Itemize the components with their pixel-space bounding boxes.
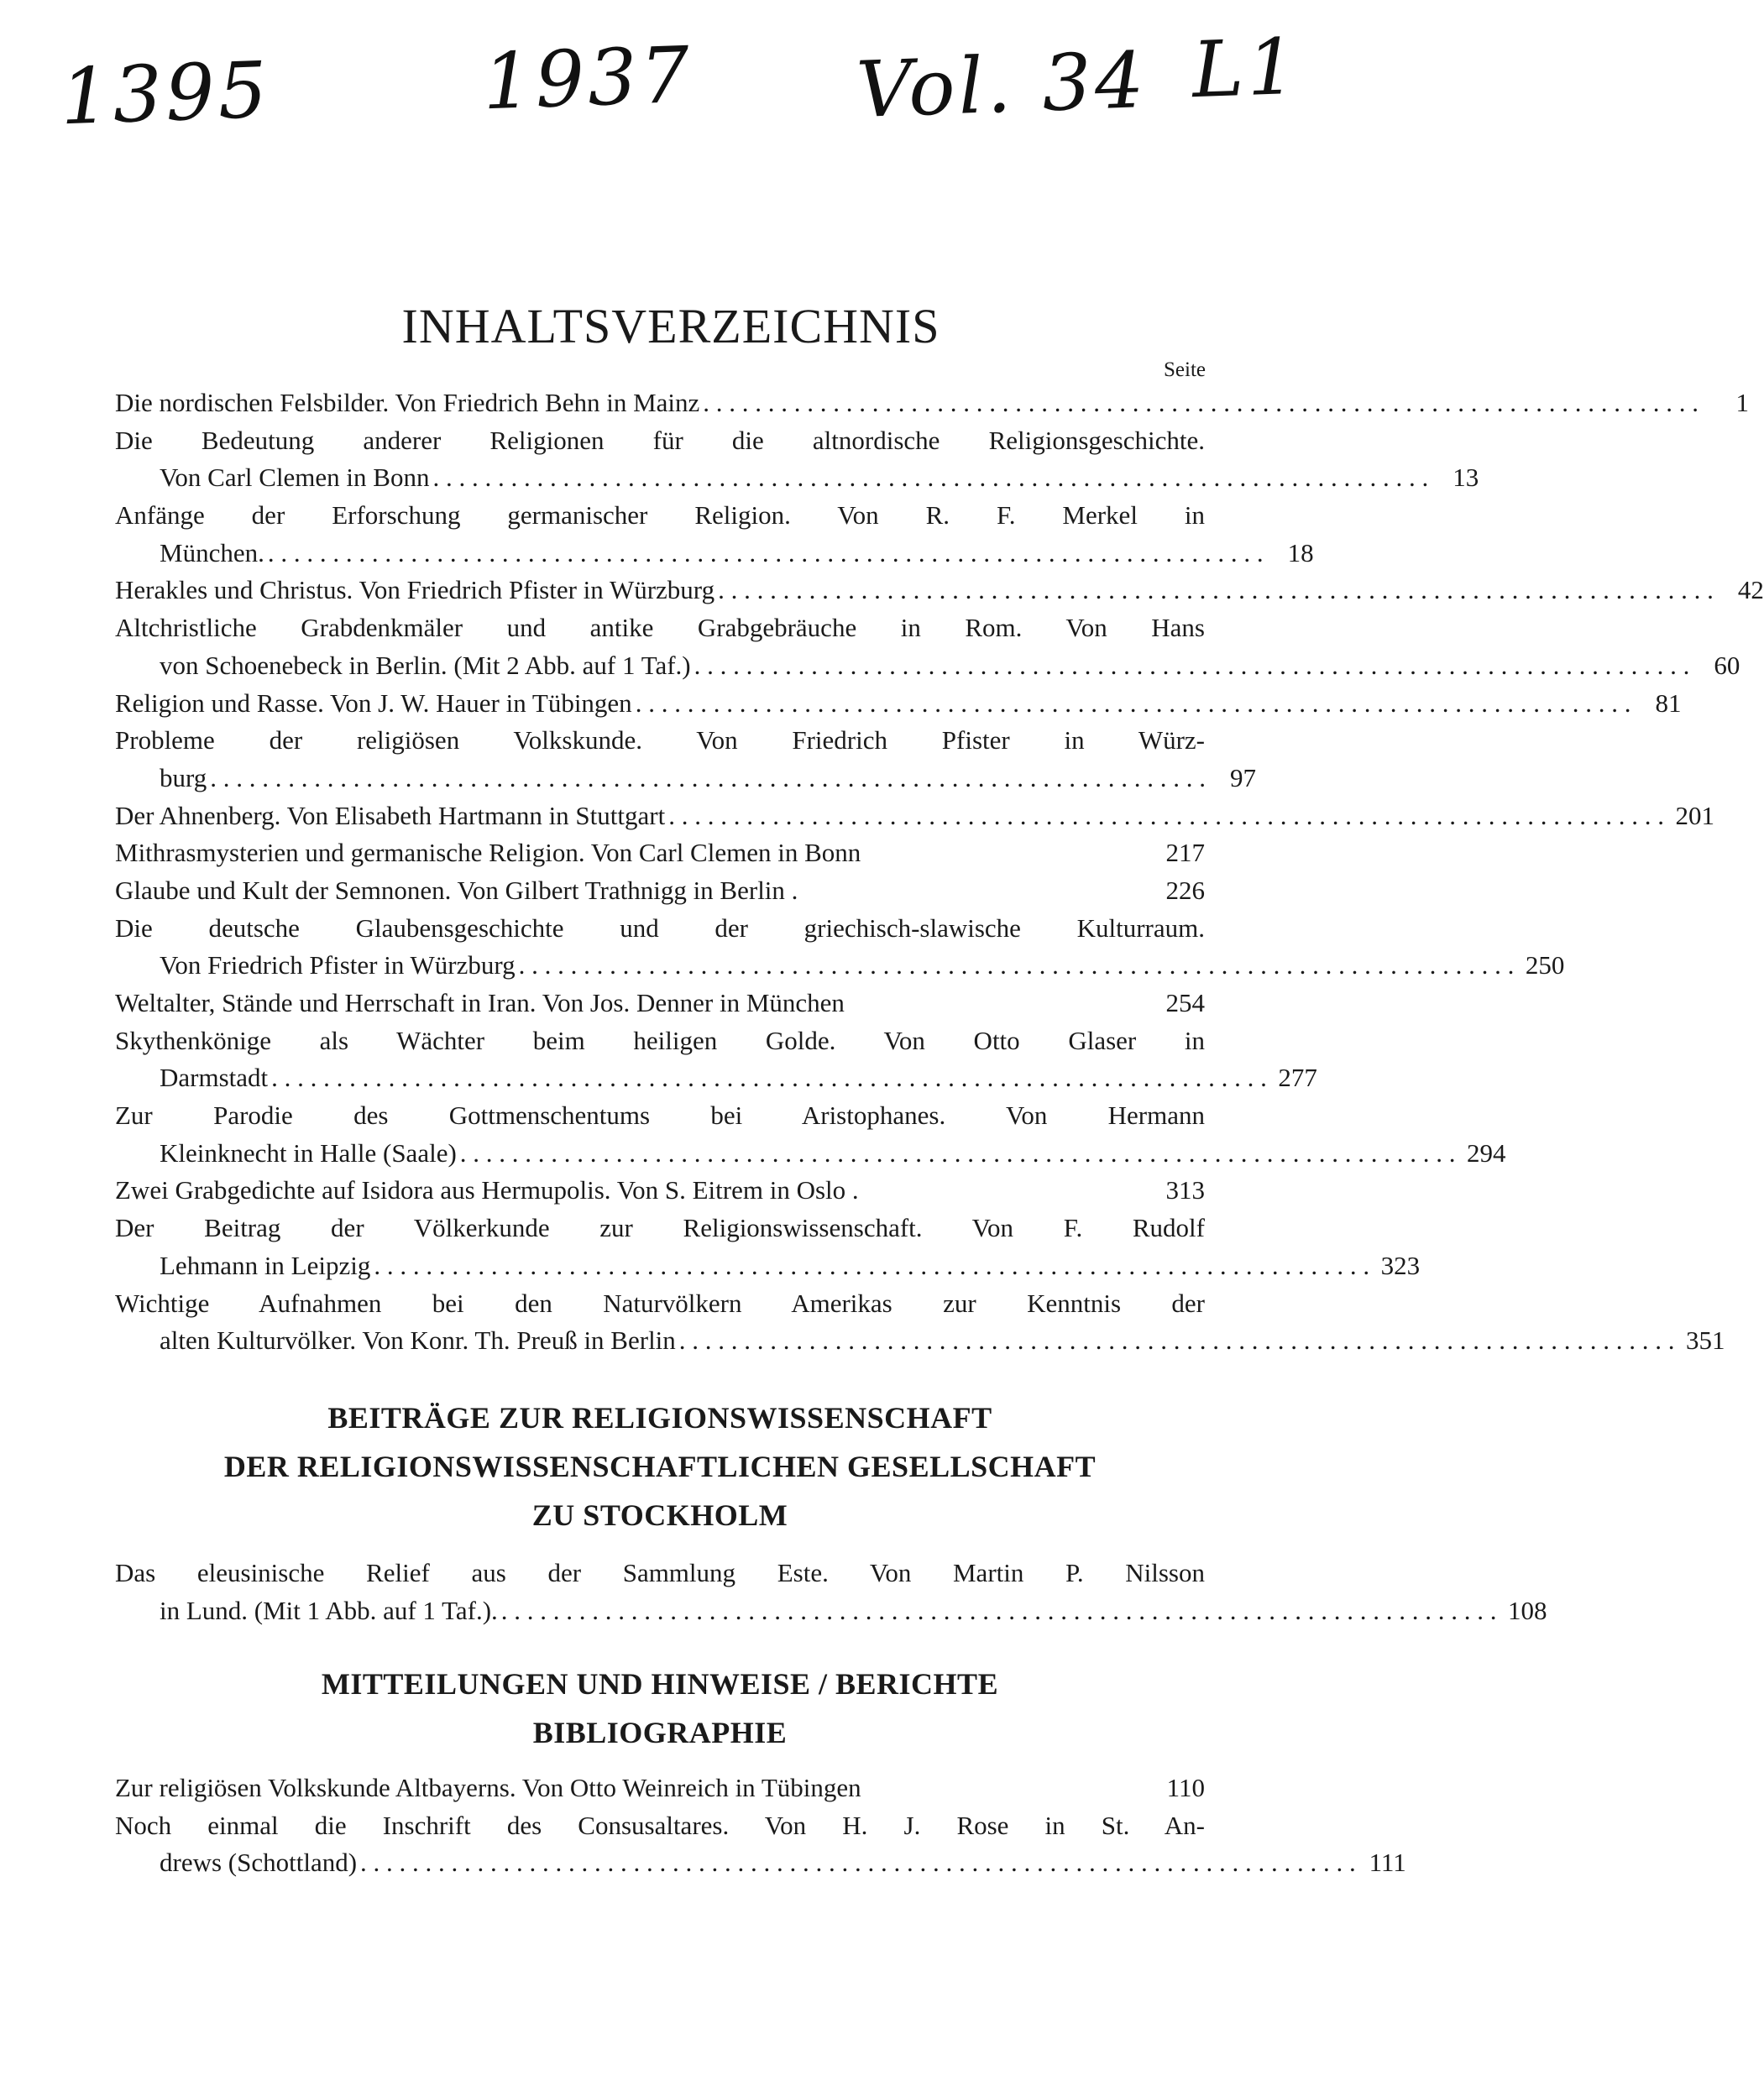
section-heading-line: MITTEILUNGEN UND HINWEISE / BERICHTE bbox=[321, 1667, 999, 1701]
page-number: 60 bbox=[1714, 650, 1740, 680]
page-number: 13 bbox=[1453, 463, 1479, 493]
leader-dots bbox=[676, 1322, 1678, 1360]
leader-dots bbox=[714, 572, 1717, 609]
entry-title: Altchristliche Grabdenkmäler und antike Grabgebräuche in Rom. Von Hans bbox=[115, 613, 1205, 643]
toc-entry bbox=[115, 1097, 1506, 1172]
page-number: 1 bbox=[1735, 388, 1750, 417]
leader-dots bbox=[370, 1247, 1373, 1285]
page-title: INHALTSVERZEICHNIS bbox=[401, 299, 940, 353]
page-number: 351 bbox=[1686, 1325, 1725, 1356]
entry-title-continued: Lehmann in Leipzig bbox=[160, 1250, 371, 1280]
entry-title-continued: von Schoenebeck in Berlin. (Mit 2 Abb. auf 1 Taf.) bbox=[160, 650, 691, 680]
toc-entry bbox=[115, 1770, 1205, 1807]
leader-dots bbox=[516, 947, 1518, 985]
leader-dots bbox=[207, 760, 1209, 797]
section-heading-line: BIBLIOGRAPHIE bbox=[532, 1716, 788, 1749]
handwritten-number-1395: 1395 bbox=[59, 44, 272, 143]
toc-entry bbox=[115, 422, 1479, 497]
entry-title-continued: alten Kulturvölker. Von Konr. Th. Preuß in Berlin bbox=[160, 1325, 676, 1356]
section-entries-mitteilungen bbox=[115, 1770, 1406, 1882]
toc-entry bbox=[115, 685, 1682, 723]
leader-dots bbox=[691, 647, 1693, 685]
section-heading-beitraege bbox=[115, 1393, 1205, 1540]
entry-title: Der Ahnenberg. Von Elisabeth Hartmann in Stuttgart bbox=[115, 800, 666, 830]
entry-title-continued: Von Friedrich Pfister in Würzburg bbox=[160, 950, 516, 980]
toc-entry bbox=[115, 910, 1565, 985]
section-heading-line: BEITRÄGE ZUR RELIGIONSWISSENSCHAFT bbox=[327, 1401, 992, 1435]
toc-entry bbox=[115, 1172, 1205, 1210]
section-heading-line: DER RELIGIONSWISSENSCHAFTLICHEN GESELLSCHAFT bbox=[223, 1450, 1097, 1483]
leader-dots bbox=[498, 1592, 1500, 1630]
page-number: 81 bbox=[1655, 687, 1682, 718]
toc-entry bbox=[115, 1285, 1725, 1360]
toc-entry bbox=[115, 797, 1714, 835]
entry-title: Probleme der religiösen Volkskunde. Von Friedrich Pfister in Würz- bbox=[115, 725, 1205, 755]
page-number: 323 bbox=[1380, 1250, 1421, 1280]
toc-entry bbox=[115, 384, 1750, 422]
entry-title-continued: burg bbox=[160, 762, 207, 792]
toc-entry bbox=[115, 834, 1205, 872]
toc-entry bbox=[115, 1210, 1421, 1284]
entry-title: Wichtige Aufnahmen bei den Naturvölkern Amerikas zur Kenntnis der bbox=[115, 1288, 1205, 1318]
page-number: 294 bbox=[1467, 1137, 1506, 1168]
entry-title: Skythenkönige als Wächter beim heiligen Golde. Von Otto Glaser in bbox=[115, 1025, 1205, 1055]
toc-entry bbox=[115, 1807, 1406, 1882]
leader-dots bbox=[268, 1059, 1270, 1097]
section-heading-mitteilungen bbox=[115, 1660, 1205, 1757]
page-number: 226 bbox=[1165, 875, 1205, 905]
page-number: 313 bbox=[1165, 1175, 1205, 1205]
entry-title: Mithrasmysterien und germanische Religion. Von Carl Clemen in Bonn bbox=[115, 838, 861, 868]
page-number: 277 bbox=[1278, 1063, 1317, 1093]
page-number: 201 bbox=[1675, 800, 1714, 830]
toc-entry bbox=[115, 985, 1205, 1022]
toc-entry bbox=[115, 572, 1764, 609]
page-number: 110 bbox=[1166, 1773, 1205, 1802]
entry-title: Weltalter, Stände und Herrschaft in Iran. Von Jos. Denner in München bbox=[115, 988, 845, 1017]
toc-entry bbox=[115, 1022, 1317, 1097]
page-number: 42 bbox=[1737, 575, 1764, 605]
entry-title-continued: drews (Schottland) bbox=[160, 1848, 358, 1878]
page-number: 97 bbox=[1230, 762, 1257, 792]
entry-title: Der Beitrag der Völkerkunde zur Religionswissenschaft. Von F. Rudolf bbox=[115, 1213, 1205, 1243]
entry-title-continued: Kleinknecht in Halle (Saale) bbox=[160, 1137, 457, 1168]
section-heading-line: ZU STOCKHOLM bbox=[531, 1498, 788, 1532]
leader-dots bbox=[357, 1844, 1359, 1882]
entry-title-continued: in Lund. (Mit 1 Abb. auf 1 Taf.). bbox=[160, 1595, 498, 1625]
entry-title-continued: München. bbox=[160, 537, 264, 567]
leader-dots bbox=[699, 384, 1702, 422]
handwritten-year-1937: 1937 bbox=[481, 29, 694, 128]
page-number: 254 bbox=[1165, 988, 1205, 1017]
entry-title: Noch einmal die Inschrift des Consusaltares. Von H. J. Rose in St. An- bbox=[115, 1810, 1205, 1840]
leader-dots bbox=[632, 685, 1635, 723]
leader-dots bbox=[665, 797, 1667, 835]
entry-title: Zur religiösen Volkskunde Altbayerns. Von Otto Weinreich in Tübingen bbox=[115, 1773, 861, 1802]
entry-title: Die Bedeutung anderer Religionen für die altnordische Religionsgeschichte. bbox=[115, 425, 1205, 455]
leader-dots bbox=[457, 1135, 1459, 1173]
entry-title: Glaube und Kult der Semnonen. Von Gilbert Trathnigg in Berlin . bbox=[115, 875, 798, 905]
entry-title: Die nordischen Felsbilder. Von Friedrich Behn in Mainz bbox=[115, 388, 700, 417]
toc-entry bbox=[115, 872, 1205, 910]
toc-entry bbox=[115, 609, 1740, 684]
handwritten-volume: Vol. 34 bbox=[855, 34, 1149, 136]
entry-title: Zwei Grabgedichte auf Isidora aus Hermupolis. Von S. Eitrem in Oslo . bbox=[115, 1175, 859, 1205]
page-number: 18 bbox=[1287, 537, 1314, 567]
page-number: 111 bbox=[1369, 1848, 1406, 1878]
table-of-contents bbox=[115, 384, 1764, 1360]
toc-entry bbox=[115, 1555, 1547, 1629]
leader-dots bbox=[429, 459, 1432, 497]
entry-title: Zur Parodie des Gottmenschentums bei Aristophanes. Von Hermann bbox=[115, 1101, 1205, 1131]
entry-title: Anfänge der Erforschung germanischer Religion. Von R. F. Merkel in bbox=[115, 500, 1205, 531]
handwritten-mark-l1: L1 bbox=[1191, 21, 1301, 116]
page-number: 217 bbox=[1165, 838, 1205, 868]
entry-title: Die deutsche Glaubensgeschichte und der griechisch-slawische Kulturraum. bbox=[115, 912, 1205, 943]
entry-title-continued: Von Carl Clemen in Bonn bbox=[160, 463, 430, 493]
toc-entry bbox=[115, 497, 1314, 572]
leader-dots bbox=[264, 535, 1267, 572]
page-number: 250 bbox=[1525, 950, 1565, 980]
entry-title: Religion und Rasse. Von J. W. Hauer in Tübingen bbox=[115, 687, 632, 718]
page-column-label: Seite bbox=[1164, 358, 1206, 381]
entry-title: Herakles und Christus. Von Friedrich Pfister in Würzburg bbox=[115, 575, 715, 605]
entry-title: Das eleusinische Relief aus der Sammlung Este. Von Martin P. Nilsson bbox=[115, 1558, 1205, 1587]
entry-title-continued: Darmstadt bbox=[160, 1063, 269, 1093]
page-number: 108 bbox=[1508, 1595, 1547, 1625]
section-entries-beitraege bbox=[115, 1555, 1547, 1629]
toc-entry bbox=[115, 722, 1257, 797]
